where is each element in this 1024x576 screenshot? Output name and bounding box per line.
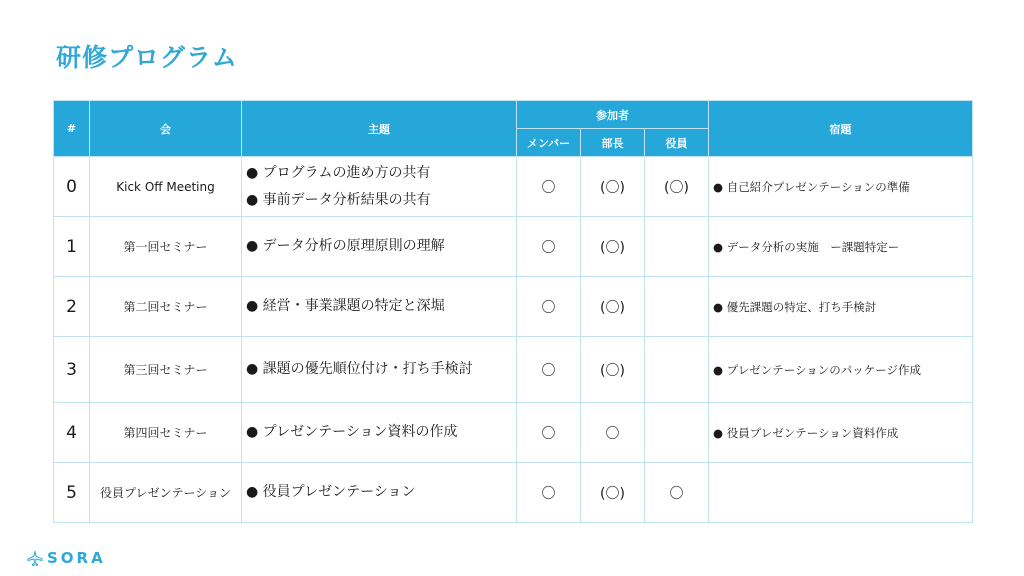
header-topic: 主題: [242, 101, 517, 157]
manager-attendance: (〇): [581, 277, 645, 337]
session-name: 役員プレゼンテーション: [90, 463, 242, 523]
table-row: [54, 403, 973, 463]
homework-cell: ● 優先課題の特定、打ち手検討: [709, 277, 973, 337]
homework-cell: ● データ分析の実施 ー課題特定ー: [709, 217, 973, 277]
member-attendance: 〇: [517, 463, 581, 523]
member-attendance: 〇: [517, 337, 581, 403]
topic-item: ● 経営・事業課題の特定と深堀: [246, 298, 445, 314]
header-executive: 役員: [645, 129, 709, 157]
manager-attendance: (〇): [581, 463, 645, 523]
topic-cell: [242, 463, 517, 523]
member-attendance: 〇: [517, 217, 581, 277]
session-name: 第四回セミナー: [90, 403, 242, 463]
manager-attendance: (〇): [581, 157, 645, 217]
member-attendance: 〇: [517, 277, 581, 337]
manager-attendance: 〇: [581, 403, 645, 463]
topic-item: ● データ分析の原理原則の理解: [246, 238, 445, 254]
member-attendance: 〇: [517, 403, 581, 463]
topic-cell: [242, 217, 517, 277]
session-name: 第一回セミナー: [90, 217, 242, 277]
table-row: [54, 217, 973, 277]
header-session: 会: [90, 101, 242, 157]
topic-item: ● 役員プレゼンテーション: [246, 484, 416, 500]
topic-item: ● プログラムの進め方の共有: [246, 164, 431, 181]
member-attendance: 〇: [517, 157, 581, 217]
homework-cell: ● 役員プレゼンテーション資料作成: [709, 403, 973, 463]
executive-attendance: [645, 337, 709, 403]
homework-cell: [709, 463, 973, 523]
header-homework: 宿題: [709, 101, 973, 157]
topic-item: ● 事前データ分析結果の共有: [246, 191, 431, 208]
airplane-icon: [27, 550, 43, 566]
executive-attendance: (〇): [645, 157, 709, 217]
header-num: #: [54, 101, 90, 157]
executive-attendance: [645, 277, 709, 337]
topic-item: ● プレゼンテーション資料の作成: [246, 424, 458, 440]
header-participants: 参加者: [517, 101, 709, 129]
program-table: [53, 100, 973, 523]
sora-logo: [27, 549, 106, 567]
session-name: 第三回セミナー: [90, 337, 242, 403]
topic-item: ● 課題の優先順位付け・打ち手検討: [246, 361, 473, 377]
executive-attendance: [645, 403, 709, 463]
manager-attendance: (〇): [581, 337, 645, 403]
topic-cell: [242, 337, 517, 403]
topic-cell: [242, 403, 517, 463]
session-name: 第二回セミナー: [90, 277, 242, 337]
row-number: 4: [54, 403, 90, 463]
table-row: [54, 157, 973, 217]
homework-cell: ● 自己紹介プレゼンテーションの準備: [709, 157, 973, 217]
table-row: [54, 463, 973, 523]
row-number: 2: [54, 277, 90, 337]
table-body: [54, 157, 973, 523]
executive-attendance: [645, 217, 709, 277]
table-row: [54, 337, 973, 403]
page-title: 研修プログラム: [56, 43, 238, 72]
table-row: [54, 277, 973, 337]
homework-cell: ● プレゼンテーションのパッケージ作成: [709, 337, 973, 403]
executive-attendance: 〇: [645, 463, 709, 523]
topic-cell: [242, 157, 517, 217]
row-number: 5: [54, 463, 90, 523]
row-number: 0: [54, 157, 90, 217]
row-number: 1: [54, 217, 90, 277]
manager-attendance: (〇): [581, 217, 645, 277]
logo-text: SORA: [47, 549, 106, 567]
header-manager: 部長: [581, 129, 645, 157]
session-name: Kick Off Meeting: [90, 157, 242, 217]
header-member: メンバー: [517, 129, 581, 157]
row-number: 3: [54, 337, 90, 403]
topic-cell: [242, 277, 517, 337]
